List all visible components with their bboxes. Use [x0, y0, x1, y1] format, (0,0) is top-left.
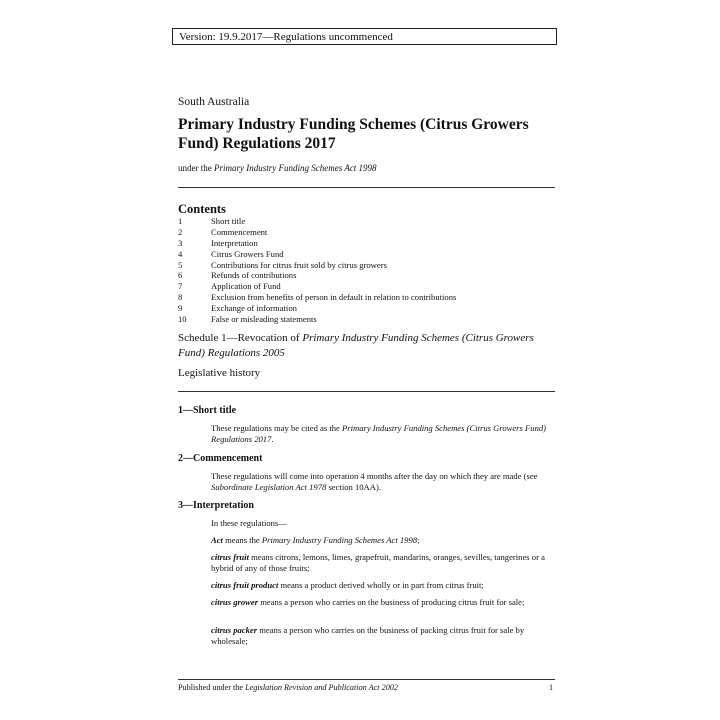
text-run: These regulations may be cited as the — [211, 423, 343, 433]
regulation-title: Primary Industry Funding Schemes (Citrus Growers Fund) Regulations 2017 — [178, 116, 529, 152]
schedule-prefix: Schedule 1—Revocation of — [178, 332, 303, 344]
schedule-title: Primary Industry Funding Schemes (Citrus Growers Fund) Regulations 2005 — [178, 332, 534, 359]
text-italic: Primary Industry Funding Schemes (Citrus Growers Fund) Regulations 2017 — [211, 423, 547, 444]
divider — [178, 187, 555, 188]
toc-label: Application of Fund — [211, 281, 281, 292]
section-text — [211, 423, 551, 445]
toc-label: Exchange of information — [211, 303, 297, 314]
definition — [211, 552, 551, 574]
text-run: These regulations will come into operation 4 months after the day on which they are made (see — [211, 471, 538, 481]
definition-text: means citrons, lemons, limes, grapefruit, mandarins, oranges, sevilles, tangerines or a hybrid of any of those fruits; — [211, 552, 545, 573]
toc-item[interactable] — [178, 249, 558, 260]
contents-list — [178, 216, 558, 325]
definition — [211, 580, 551, 591]
contents-heading: Contents — [178, 202, 226, 216]
under-prefix: under the — [178, 163, 214, 173]
definition-term: citrus grower — [211, 597, 259, 607]
section-text — [211, 471, 551, 493]
version-text: Version: 19.9.2017—Regulations uncommenced — [179, 31, 393, 43]
under-act-line — [178, 163, 377, 173]
toc-number: 10 — [178, 314, 187, 325]
footer-divider — [178, 679, 555, 680]
toc-number: 2 — [178, 226, 183, 237]
text-italic: Primary Industry Funding Schemes Act 1998 — [261, 535, 418, 545]
divider — [178, 391, 555, 392]
section-heading: 3—Interpretation — [178, 500, 254, 511]
definition — [211, 625, 551, 647]
definition-term: citrus fruit product — [211, 580, 279, 590]
toc-number: 4 — [178, 248, 183, 259]
footer-prefix: Published under the — [178, 683, 246, 692]
toc-item[interactable] — [178, 303, 558, 314]
toc-item[interactable] — [178, 281, 558, 292]
toc-number: 5 — [178, 259, 183, 270]
definition-text: means a person who carries on the business of packing citrus fruit for sale by wholesale; — [211, 625, 525, 646]
toc-label: Contributions for citrus fruit sold by citrus growers — [211, 259, 387, 270]
toc-label: False or misleading statements — [211, 314, 317, 325]
toc-legislative-history[interactable]: Legislative history — [178, 367, 261, 379]
toc-number: 7 — [178, 281, 183, 292]
section-intro: In these regulations— — [211, 518, 287, 528]
section-heading: 2—Commencement — [178, 453, 263, 464]
section-heading: 1—Short title — [178, 405, 237, 416]
definition — [211, 535, 551, 546]
toc-label: Short title — [211, 216, 246, 226]
toc-number: 6 — [178, 270, 183, 281]
toc-number: 8 — [178, 292, 183, 303]
toc-item[interactable] — [178, 314, 558, 325]
definition-term: Act — [211, 535, 223, 545]
toc-item[interactable] — [178, 260, 558, 271]
definition-term: citrus packer — [211, 625, 258, 635]
toc-label: Citrus Growers Fund — [211, 248, 284, 259]
under-act-name: Primary Industry Funding Schemes Act 1998 — [214, 163, 377, 173]
toc-item[interactable] — [178, 292, 558, 303]
text-run: section 10AA). — [326, 482, 381, 492]
toc-number: 3 — [178, 237, 183, 248]
toc-item[interactable] — [178, 216, 558, 227]
footer-publication — [178, 683, 398, 692]
text-run: ; — [417, 535, 420, 545]
definition — [211, 597, 551, 608]
definition-term: citrus fruit — [211, 552, 249, 562]
footer-act-name: Legislation Revision and Publication Act 2002 — [245, 683, 398, 692]
toc-label: Commencement — [211, 226, 268, 237]
toc-schedule-item[interactable] — [178, 331, 548, 361]
toc-number: 9 — [178, 303, 183, 314]
text-run: . — [271, 434, 274, 444]
toc-item[interactable] — [178, 270, 558, 281]
definition-text: means the — [222, 535, 262, 545]
toc-item[interactable] — [178, 227, 558, 238]
toc-item[interactable] — [178, 238, 558, 249]
toc-label: Interpretation — [211, 237, 258, 248]
toc-label: Refunds of contributions — [211, 270, 297, 281]
toc-label: Exclusion from benefits of person in default in relation to contributions — [211, 292, 457, 303]
jurisdiction: South Australia — [178, 96, 250, 108]
page-number: 1 — [549, 683, 554, 692]
version-header — [172, 28, 557, 45]
text-italic: Subordinate Legislation Act 1978 — [211, 482, 327, 492]
definition-text: means a person who carries on the business of producing citrus fruit for sale; — [258, 597, 525, 607]
toc-number: 1 — [178, 216, 183, 226]
definition-text: means a product derived wholly or in part from citrus fruit; — [278, 580, 484, 590]
